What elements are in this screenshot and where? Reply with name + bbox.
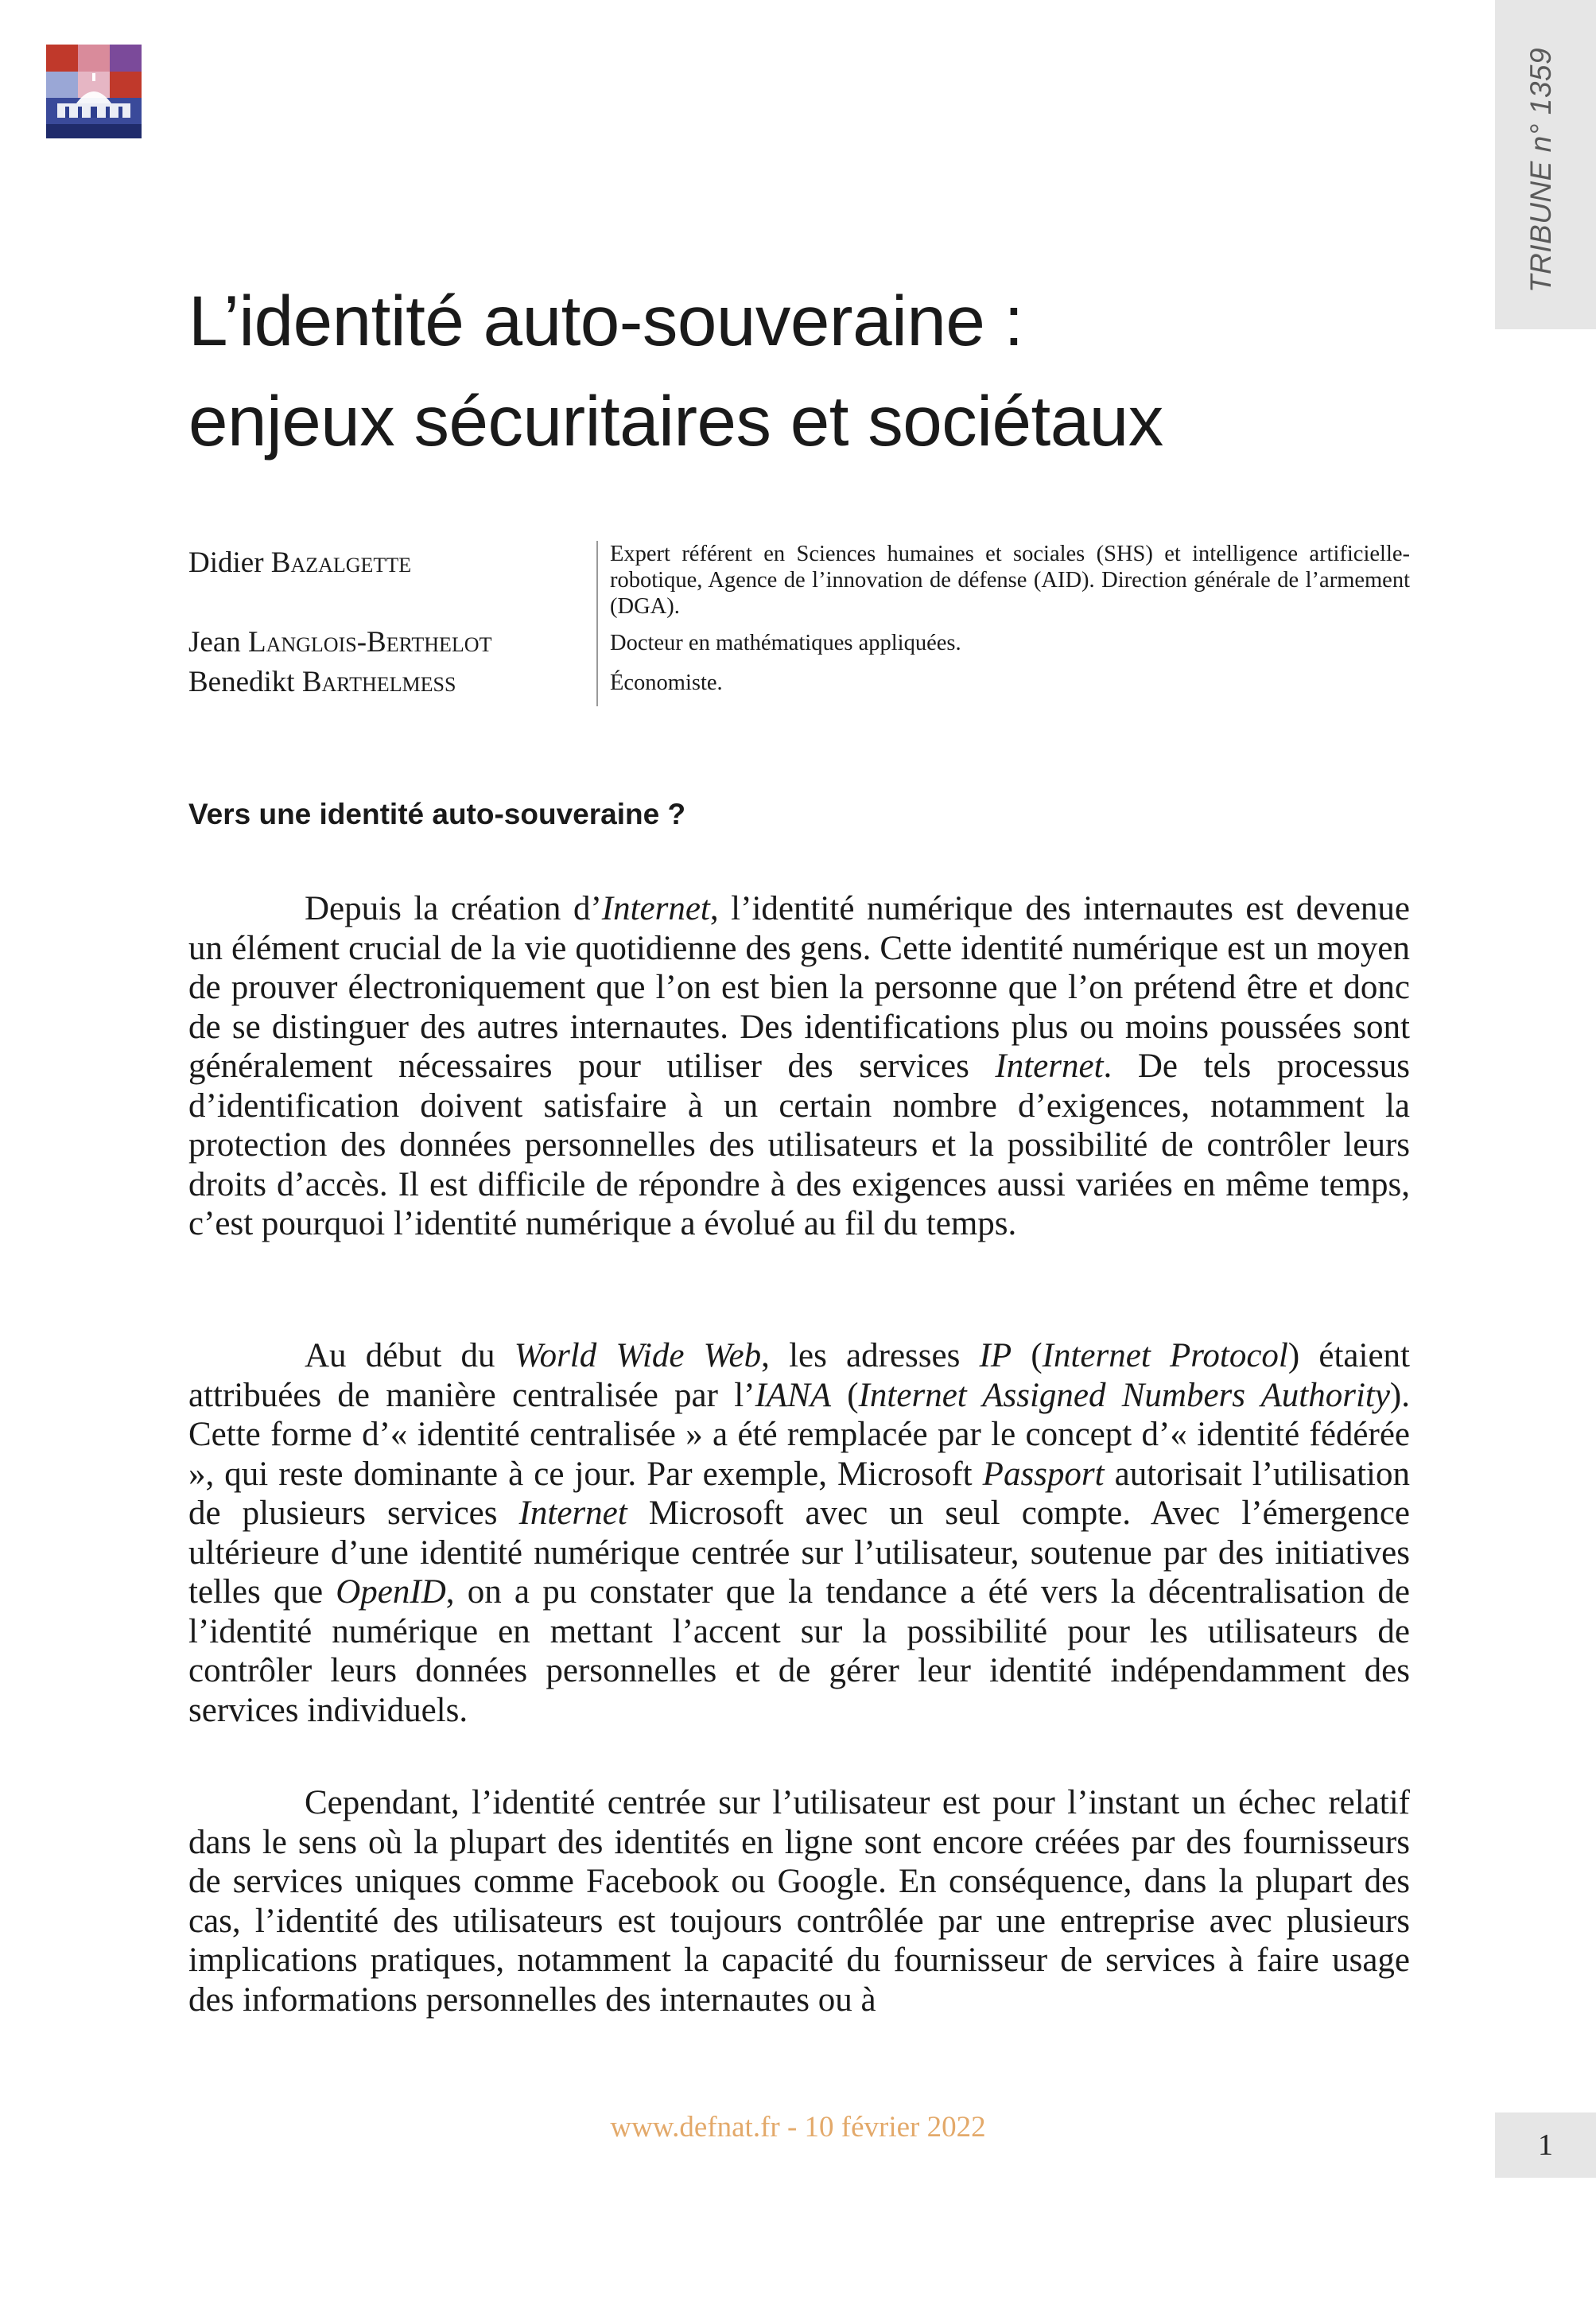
author-last-name: Barthelmess <box>301 666 456 698</box>
author-divider <box>596 541 598 706</box>
title-line-2: enjeux sécuritaires et sociétaux <box>188 381 1163 461</box>
author-role: Économiste. <box>610 670 723 695</box>
author-first-name: Jean <box>188 626 248 659</box>
page-title <box>188 270 1381 471</box>
section-heading: Vers une identité auto-souveraine ? <box>188 798 686 830</box>
author-name <box>188 625 491 659</box>
publisher-logo <box>46 45 142 138</box>
authors-block <box>188 538 1410 709</box>
body-paragraph: Au début du World Wide Web, les adresses IP (Internet Protocol) étaient attribuées de manière centralisée par l’IANA (Internet Assigned Numbers Authority). Cette forme d’« identité centralisée » a été remplacée par le concept d’« identité fédérée », qui reste dominante à ce jour. Par exemple, Microsoft Passport autorisait l’utilisation de plusieurs services Internet Microsoft avec un seul compte. Avec l’émergence ultérieure d’une identité numérique centrée sur l’utilisateur, soutenue par des initiatives telles que OpenID, on a pu constater que la tendance a été vers la décentralisation de l’identité numérique en mettant l’accent sur la possibilité pour les utilisateurs de contrôler leurs données personnelles et de gérer leur identité indépendamment des services individuels. <box>188 1337 1411 1729</box>
footer-url-date: www.defnat.fr - 10 février 2022 <box>610 2111 986 2144</box>
author-last-name: Bazalgette <box>270 546 412 579</box>
building-dome-logo-icon <box>46 45 142 138</box>
page-number: 1 <box>1495 2112 1596 2178</box>
body-paragraph: Cependant, l’identité centrée sur l’utilisateur est pour l’instant un échec relatif dans le sens où la plupart des identités en ligne sont encore créées par des fournisseurs de services uniques comme Facebook ou Google. En conséquence, dans la plupart des cas, l’identité des utilisateurs est toujours contrôlée par une entreprise avec plusieurs implications pratiques, notamment la capacité du fournisseur de services à faire usage des informations personnelles des internautes ou à <box>188 1784 1410 2019</box>
author-first-name: Benedikt <box>188 666 302 698</box>
author-name <box>188 546 411 580</box>
author-role: Expert référent en Sciences humaines et sociales (SHS) et intelligence artificielle-robotique, Agence de l’innovation de défense (AID). Direction générale de l’armement (DGA). <box>610 542 1410 619</box>
author-last-name: Langlois-Berthelot <box>248 626 492 659</box>
author-first-name: Didier <box>188 546 271 579</box>
author-name <box>188 665 456 699</box>
body-paragraph: Depuis la création d’Internet, l’identité numérique des internautes est devenue un élément crucial de la vie quotidienne des gens. Cette identité numérique est un moyen de prouver électroniquement que l’on est bien la personne que l’on prétend être et donc de se distinguer des autres internautes. Des identifications plus ou moins poussées sont généralement nécessaires pour utiliser des services Internet. De tels processus d’identification doivent satisfaire à un certain nombre d’exigences, notamment la protection des données personnelles des utilisateurs et la possibilité de contrôler leurs droits d’accès. Il est difficile de répondre à des exigences aussi variées en même temps, c’est pourquoi l’identité numérique a évolué au fil du temps. <box>188 890 1411 1242</box>
author-role: Docteur en mathématiques appliquées. <box>610 631 961 655</box>
title-line-1: L’identité auto-souveraine : <box>188 281 1023 360</box>
tribune-number: TRIBUNE n° 1359 <box>1524 47 1557 293</box>
